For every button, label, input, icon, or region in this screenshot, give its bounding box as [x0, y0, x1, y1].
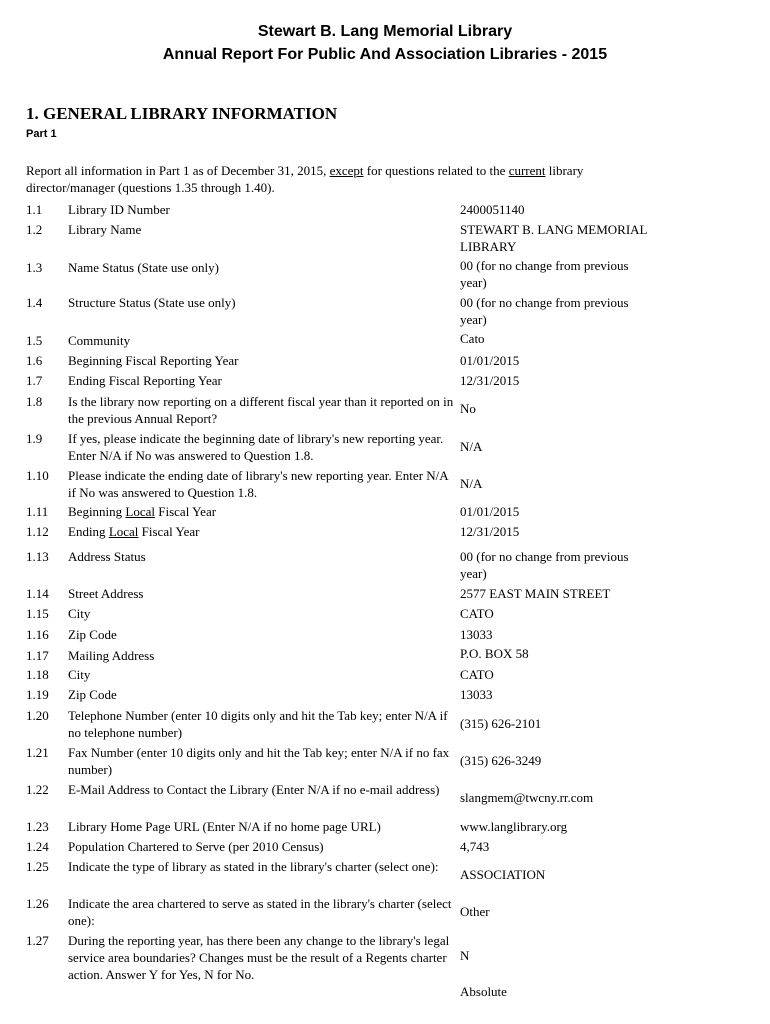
question-number: 1.13 — [26, 549, 49, 564]
question-label: Address Status — [68, 549, 146, 564]
question-label: During the reporting year, has there been any change to the library's legal service area boundaries? Changes must be the result of a Regents charter action. Answer Y for Yes, N for No. — [68, 933, 450, 982]
question-number: 1.4 — [26, 295, 43, 310]
intro-except: except — [329, 163, 364, 178]
question-number: 1.10 — [26, 468, 49, 483]
intro-text-3: library director/manager (questions 1.35 through 1.40). — [26, 163, 584, 195]
question-label: Structure Status (State use only) — [68, 295, 236, 310]
question-label: Zip Code — [68, 687, 117, 702]
answer-value: 13033 — [460, 627, 493, 642]
question-label: E-Mail Address to Contact the Library (Enter N/A if no e-mail address) — [68, 782, 440, 797]
question-number: 1.20 — [26, 708, 49, 723]
question-label: Population Chartered to Serve (per 2010 Census) — [68, 839, 324, 854]
answer-value: (315) 626-2101 — [460, 716, 542, 731]
answer-value: (315) 626-3249 — [460, 753, 542, 768]
intro-paragraph — [26, 162, 666, 196]
question-label: Name Status (State use only) — [68, 260, 219, 275]
question-number: 1.17 — [26, 648, 49, 663]
question-number: 1.16 — [26, 627, 49, 642]
answer-value: N — [460, 948, 470, 963]
intro-text-2: for questions related to the — [363, 163, 509, 178]
question-number: 1.19 — [26, 687, 49, 702]
question-number: 1.7 — [26, 373, 43, 388]
question-number: 1.18 — [26, 667, 49, 682]
section-heading: 1. GENERAL LIBRARY INFORMATION — [26, 104, 338, 123]
question-label: City — [68, 606, 91, 621]
answer-value: 2577 EAST MAIN STREET — [460, 586, 611, 601]
answer-value: 00 (for no change from previous year) — [460, 549, 629, 581]
answer-value: 12/31/2015 — [460, 373, 520, 388]
answer-value: slangmem@twcny.rr.com — [460, 790, 594, 805]
intro-text-1: Report all information in Part 1 as of December 31, 2015, — [26, 163, 330, 178]
label-text: Ending — [68, 524, 109, 539]
label-text: Beginning — [68, 504, 126, 519]
answer-value: N/A — [460, 476, 483, 491]
answer-value: www.langlibrary.org — [460, 819, 568, 834]
question-label: City — [68, 667, 91, 682]
answer-value: 01/01/2015 — [460, 504, 520, 519]
answer-value: 12/31/2015 — [460, 524, 520, 539]
question-label: Mailing Address — [68, 648, 155, 663]
question-label: Please indicate the ending date of library's new reporting year. Enter N/A if No was answered to Question 1.8. — [68, 468, 448, 500]
answer-value: 00 (for no change from previous year) — [460, 258, 629, 290]
label-text: Fiscal Year — [155, 504, 217, 519]
question-number: 1.1 — [26, 202, 43, 217]
question-label: Zip Code — [68, 627, 117, 642]
question-number: 1.12 — [26, 524, 49, 539]
answer-value: Cato — [460, 331, 485, 346]
question-label: Telephone Number (enter 10 digits only and hit the Tab key; enter N/A if no telephone number) — [68, 708, 448, 740]
answer-value: CATO — [460, 667, 494, 682]
question-number: 1.2 — [26, 222, 43, 237]
question-number: 1.14 — [26, 586, 49, 601]
answer-value: 2400051140 — [460, 202, 525, 217]
question-label — [68, 503, 456, 520]
question-label: Ending Fiscal Reporting Year — [68, 373, 222, 388]
label-text: Fiscal Year — [138, 524, 200, 539]
question-label: Indicate the type of library as stated in the library's charter (select one): — [68, 859, 439, 874]
question-number: 1.5 — [26, 333, 43, 348]
question-label: Library ID Number — [68, 202, 170, 217]
continued-answer-value: Absolute — [460, 984, 507, 999]
question-number: 1.24 — [26, 839, 49, 854]
part-label: Part 1 — [26, 128, 57, 140]
question-label: Indicate the area chartered to serve as stated in the library's charter (select one): — [68, 896, 452, 928]
answer-value: 01/01/2015 — [460, 353, 520, 368]
question-label: Street Address — [68, 586, 144, 601]
question-label: Beginning Fiscal Reporting Year — [68, 353, 239, 368]
intro-current: current — [508, 163, 546, 178]
question-number: 1.15 — [26, 606, 49, 621]
question-label: Community — [68, 333, 131, 348]
question-number: 1.6 — [26, 353, 43, 368]
answer-value: 00 (for no change from previous year) — [460, 295, 629, 327]
label-underlined: Local — [108, 524, 139, 539]
question-number: 1.23 — [26, 819, 49, 834]
report-subtitle: Annual Report For Public And Association Libraries - 2015 — [162, 46, 608, 63]
answer-value: N/A — [460, 439, 483, 454]
question-label: Fax Number (enter 10 digits only and hit the Tab key; enter N/A if no fax number) — [68, 745, 450, 777]
answer-value: ASSOCIATION — [460, 867, 546, 882]
question-number: 1.25 — [26, 859, 49, 874]
question-number: 1.3 — [26, 260, 43, 275]
answer-value: 13033 — [460, 687, 493, 702]
question-number: 1.8 — [26, 394, 43, 409]
question-label — [68, 523, 456, 540]
answer-value: P.O. BOX 58 — [460, 646, 529, 661]
question-number: 1.9 — [26, 431, 43, 446]
question-label: If yes, please indicate the beginning date of library's new reporting year. Enter N/A if No was answered to Question 1.8. — [68, 431, 444, 463]
question-number: 1.26 — [26, 896, 49, 911]
question-number: 1.21 — [26, 745, 49, 760]
question-number: 1.22 — [26, 782, 49, 797]
answer-value: No — [460, 401, 476, 416]
answer-value: 4,743 — [460, 839, 490, 854]
answer-value: Other — [460, 904, 490, 919]
report-title: Stewart B. Lang Memorial Library — [257, 23, 513, 40]
question-number: 1.27 — [26, 933, 49, 948]
question-label: Library Name — [68, 222, 142, 237]
answer-value: CATO — [460, 606, 494, 621]
question-number: 1.11 — [26, 504, 49, 519]
question-label: Library Home Page URL (Enter N/A if no home page URL) — [68, 819, 381, 834]
question-label: Is the library now reporting on a different fiscal year than it reported on in the previous Annual Report? — [68, 394, 454, 426]
answer-value: STEWART B. LANG MEMORIAL LIBRARY — [460, 222, 647, 254]
label-underlined: Local — [125, 504, 156, 519]
